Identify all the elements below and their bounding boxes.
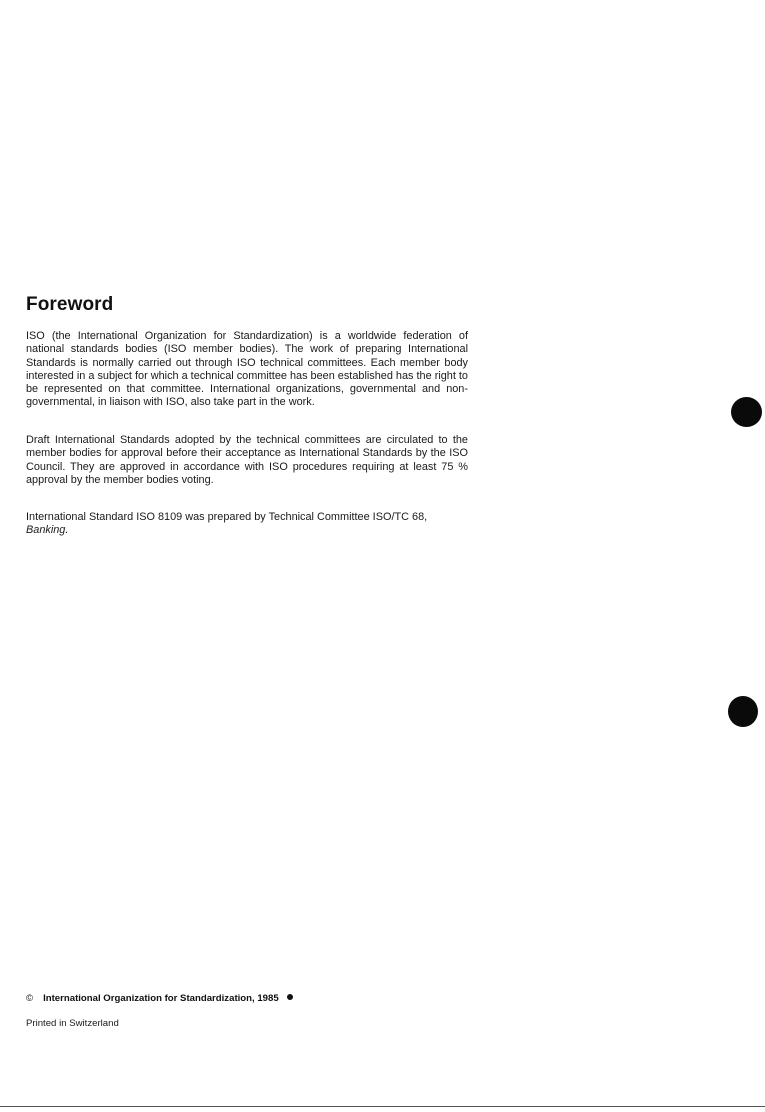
foreword-paragraph-1: ISO (the International Organization for Standardization) is a worldwide federation of national standards bodies (ISO member bodies). The work of preparing International Standards is normally carried out through ISO technical committees. Each member body interested in a subject for which a technical committee has been established has the right to be represented on that committee. International organizations, governmental and non-governmental, in liaison with ISO, also take part in the work.: [26, 330, 468, 409]
punch-hole-icon: [728, 696, 758, 727]
paragraph-3-text: International Standard ISO 8109 was prepared by Technical Committee ISO/TC 68,: [26, 511, 428, 523]
bullet-icon: [287, 994, 293, 1000]
printed-in: Printed in Switzerland: [26, 1018, 119, 1029]
foreword-paragraph-2: Draft International Standards adopted by the technical committees are circulated to the member bodies for approval before their acceptance as International Standards by the ISO Council. They are approved in accordance with ISO procedures requiring at least 75 % approval by the member bodies voting.: [26, 434, 468, 486]
page-title: Foreword: [26, 294, 114, 315]
foreword-paragraph-3: [26, 511, 468, 538]
copyright-line: [26, 993, 293, 1004]
punch-hole-icon: [731, 397, 762, 427]
copyright-text: International Organization for Standardization, 1985: [43, 993, 279, 1004]
committee-name: Banking.: [26, 524, 69, 537]
page-bottom-edge: [0, 1106, 765, 1107]
copyright-symbol: ©: [26, 993, 34, 1004]
